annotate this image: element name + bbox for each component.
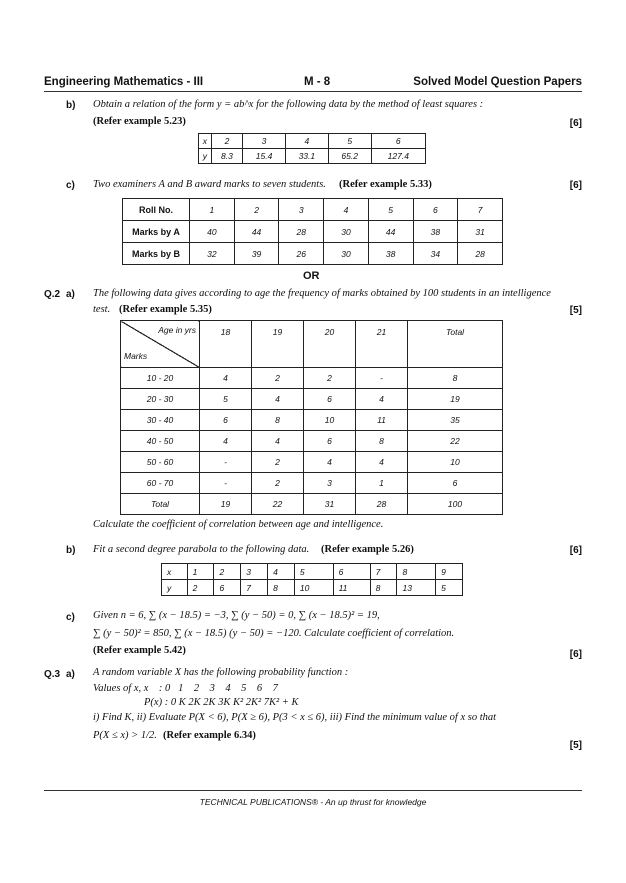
table-cell: 6 [333, 564, 370, 580]
q3a-ref: (Refer example 6.34) [163, 730, 256, 741]
q2b-data-table [161, 563, 463, 596]
q2b-text: Fit a second degree parabola to the following data. [93, 544, 310, 555]
table-cell: 8 [252, 410, 304, 431]
table-row [121, 368, 503, 389]
table-cell: 4 [356, 452, 408, 473]
table-cell: 3 [304, 473, 356, 494]
table-cell: 6 [304, 389, 356, 410]
row-header-cell: y [162, 580, 188, 596]
table-cell: 28 [279, 221, 324, 243]
table-cell: 26 [279, 243, 324, 265]
row-header-cell: 50 - 60 [121, 452, 200, 473]
table-cell: 8 [356, 431, 408, 452]
q1b-label: b) [66, 100, 76, 111]
row-header-cell: 20 - 30 [121, 389, 200, 410]
table-cell: - [356, 368, 408, 389]
table-row [121, 410, 503, 431]
q3a-line3: P(x) : 0 K 2K 2K 3K K² 2K² 7K² + K [144, 697, 299, 708]
table-cell: 31 [304, 494, 356, 515]
table-row [121, 473, 503, 494]
q1c-text: Two examiners A and B award marks to seven students. [93, 179, 326, 190]
table-cell: 65.2 [328, 149, 371, 164]
column-header-cell: 21 [356, 321, 408, 368]
table-cell: 10 [294, 580, 333, 596]
table-cell: 5 [368, 199, 413, 221]
q2a-label: a) [66, 289, 75, 300]
table-cell: 2 [252, 473, 304, 494]
table-row [199, 149, 426, 164]
table-cell: 1 [190, 199, 235, 221]
q2a-text-line1: The following data gives according to age the frequency of marks obtained by 100 students in an intelligence [93, 288, 551, 299]
table-cell: 8 [268, 580, 295, 596]
q2a-ref: (Refer example 5.35) [119, 304, 212, 315]
table-cell: 31 [458, 221, 503, 243]
table-cell: 6 [200, 410, 252, 431]
table-cell: 3 [241, 564, 268, 580]
table-cell: 22 [408, 431, 503, 452]
table-cell: 33.1 [285, 149, 328, 164]
row-header-cell: 60 - 70 [121, 473, 200, 494]
q2a-marks: [5] [569, 305, 582, 316]
table-cell: 35 [408, 410, 503, 431]
table-cell: 3 [279, 199, 324, 221]
table-cell: 22 [252, 494, 304, 515]
table-cell: 4 [252, 431, 304, 452]
row-header-cell: Marks by A [123, 221, 190, 243]
footer-text: TECHNICAL PUBLICATIONS® - An up thrust for knowledge [199, 797, 427, 807]
row-header-cell: 40 - 50 [121, 431, 200, 452]
table-cell: 7 [241, 580, 268, 596]
table-cell: 11 [356, 410, 408, 431]
row-header-cell: y [199, 149, 212, 164]
table-cell: 2 [252, 368, 304, 389]
table-cell: 30 [324, 221, 369, 243]
q3a-label: a) [66, 669, 75, 680]
q3a-line1: A random variable X has the following probability function : [93, 667, 349, 678]
table-row [121, 494, 503, 515]
q2a-question: Calculate the coefficient of correlation between age and intelligence. [93, 519, 384, 530]
table-cell: 5 [200, 389, 252, 410]
table-row [162, 564, 463, 580]
table-cell: 4 [200, 431, 252, 452]
q3a-line4: i) Find K, ii) Evaluate P(X < 6), P(X ≥ 6), P(3 < x ≤ 6), iii) Find the minimum value of x so that [93, 712, 497, 723]
table-cell: 6 [304, 431, 356, 452]
table-cell: 11 [333, 580, 370, 596]
q1c-marks-table [122, 198, 503, 265]
row-header-cell: Roll No. [123, 199, 190, 221]
row-header-cell: 10 - 20 [121, 368, 200, 389]
table-cell: 19 [200, 494, 252, 515]
table-cell: 39 [234, 243, 279, 265]
table-row [199, 134, 426, 149]
table-cell: 40 [190, 221, 235, 243]
table-cell: 2 [304, 368, 356, 389]
table-cell: 100 [408, 494, 503, 515]
table-cell: 4 [200, 368, 252, 389]
table-cell: 3 [243, 134, 286, 149]
row-header-cell: Total [121, 494, 200, 515]
table-row [123, 199, 503, 221]
q3a-line2: Values of x, x : 0 1 2 3 4 5 6 7 [93, 683, 278, 694]
q1c-ref: (Refer example 5.33) [339, 179, 432, 190]
q3-label: Q.3 [44, 669, 61, 680]
table-cell: - [200, 452, 252, 473]
table-cell: 19 [408, 389, 503, 410]
table-cell: 4 [285, 134, 328, 149]
table-cell: 5 [328, 134, 371, 149]
table-cell: 4 [356, 389, 408, 410]
table-cell: 7 [370, 564, 397, 580]
table-row [123, 243, 503, 265]
table-row [162, 580, 463, 596]
row-header-cell: Marks by B [123, 243, 190, 265]
table-cell: 6 [214, 580, 241, 596]
corner-label-marks: Marks [124, 351, 148, 361]
table-cell: 38 [368, 243, 413, 265]
table-cell: 2 [234, 199, 279, 221]
table-row [121, 389, 503, 410]
q2c-line1: Given n = 6, ∑ (x − 18.5) = −3, ∑ (y − 50) = 0, ∑ (x − 18.5)² = 19, [93, 610, 380, 621]
table-cell: 30 [324, 243, 369, 265]
q1b-data-table [198, 133, 426, 164]
q2b-ref: (Refer example 5.26) [321, 544, 414, 555]
column-header-cell: 19 [252, 321, 304, 368]
q1c-label: c) [66, 180, 75, 191]
table-cell: 34 [413, 243, 458, 265]
table-cell: 32 [190, 243, 235, 265]
corner-label-age: Age in yrs [158, 325, 196, 335]
table-cell: 9 [436, 564, 463, 580]
table-row [121, 431, 503, 452]
row-header-cell: 30 - 40 [121, 410, 200, 431]
table-cell: 6 [408, 473, 503, 494]
q1b-ref: (Refer example 5.23) [93, 116, 186, 127]
q2c-label: c) [66, 612, 75, 623]
q2b-label: b) [66, 545, 76, 556]
table-cell: - [200, 473, 252, 494]
table-cell: 15.4 [243, 149, 286, 164]
table-cell: 44 [234, 221, 279, 243]
header-center: M - 8 [304, 76, 331, 88]
table-cell: 8 [397, 564, 436, 580]
table-cell: 4 [324, 199, 369, 221]
table-cell: 6 [413, 199, 458, 221]
table-cell: 4 [268, 564, 295, 580]
table-cell: 10 [304, 410, 356, 431]
table-cell: 4 [252, 389, 304, 410]
column-header-cell: 20 [304, 321, 356, 368]
q3a-line5: P(X ≤ x) > 1/2. [93, 730, 157, 741]
q2a-text-line2: test. [93, 304, 111, 315]
table-cell: 8.3 [211, 149, 242, 164]
q2c-line2: ∑ (y − 50)² = 850, ∑ (x − 18.5) (y − 50) = −120. Calculate coefficient of correlation. [93, 628, 455, 639]
q1c-marks: [6] [569, 180, 582, 191]
q2c-marks: [6] [569, 649, 582, 660]
table-cell: 2 [252, 452, 304, 473]
header-left: Engineering Mathematics - III [44, 76, 204, 88]
table-cell: 13 [397, 580, 436, 596]
table-cell: 8 [408, 368, 503, 389]
table-cell: 28 [356, 494, 408, 515]
table-cell: 8 [370, 580, 397, 596]
column-header-cell: Total [408, 321, 503, 368]
row-header-cell: x [199, 134, 212, 149]
table-cell: 5 [294, 564, 333, 580]
header-rule [44, 91, 582, 92]
q2b-marks: [6] [569, 545, 582, 556]
table-row [121, 452, 503, 473]
row-header-cell: x [162, 564, 188, 580]
corner-cell [121, 321, 200, 368]
table-cell: 5 [436, 580, 463, 596]
table-cell: 127.4 [371, 149, 425, 164]
q2-label: Q.2 [44, 289, 61, 300]
header-right: Solved Model Question Papers [413, 76, 582, 88]
table-cell: 2 [214, 564, 241, 580]
table-row [123, 221, 503, 243]
footer-rule [44, 790, 582, 791]
table-cell: 2 [211, 134, 242, 149]
table-cell: 44 [368, 221, 413, 243]
or-divider: OR [303, 270, 320, 282]
q2c-ref: (Refer example 5.42) [93, 645, 186, 656]
table-header-row [121, 321, 503, 368]
table-cell: 4 [304, 452, 356, 473]
table-cell: 2 [187, 580, 214, 596]
table-cell: 7 [458, 199, 503, 221]
table-cell: 6 [371, 134, 425, 149]
table-cell: 1 [356, 473, 408, 494]
q3a-marks: [5] [569, 740, 582, 751]
table-cell: 10 [408, 452, 503, 473]
table-cell: 28 [458, 243, 503, 265]
q2a-frequency-table [120, 320, 503, 515]
q1b-text: Obtain a relation of the form y = ab^x for the following data by the method of least squares : [93, 99, 484, 110]
column-header-cell: 18 [200, 321, 252, 368]
q1b-marks: [6] [569, 118, 582, 129]
table-cell: 1 [187, 564, 214, 580]
table-cell: 38 [413, 221, 458, 243]
